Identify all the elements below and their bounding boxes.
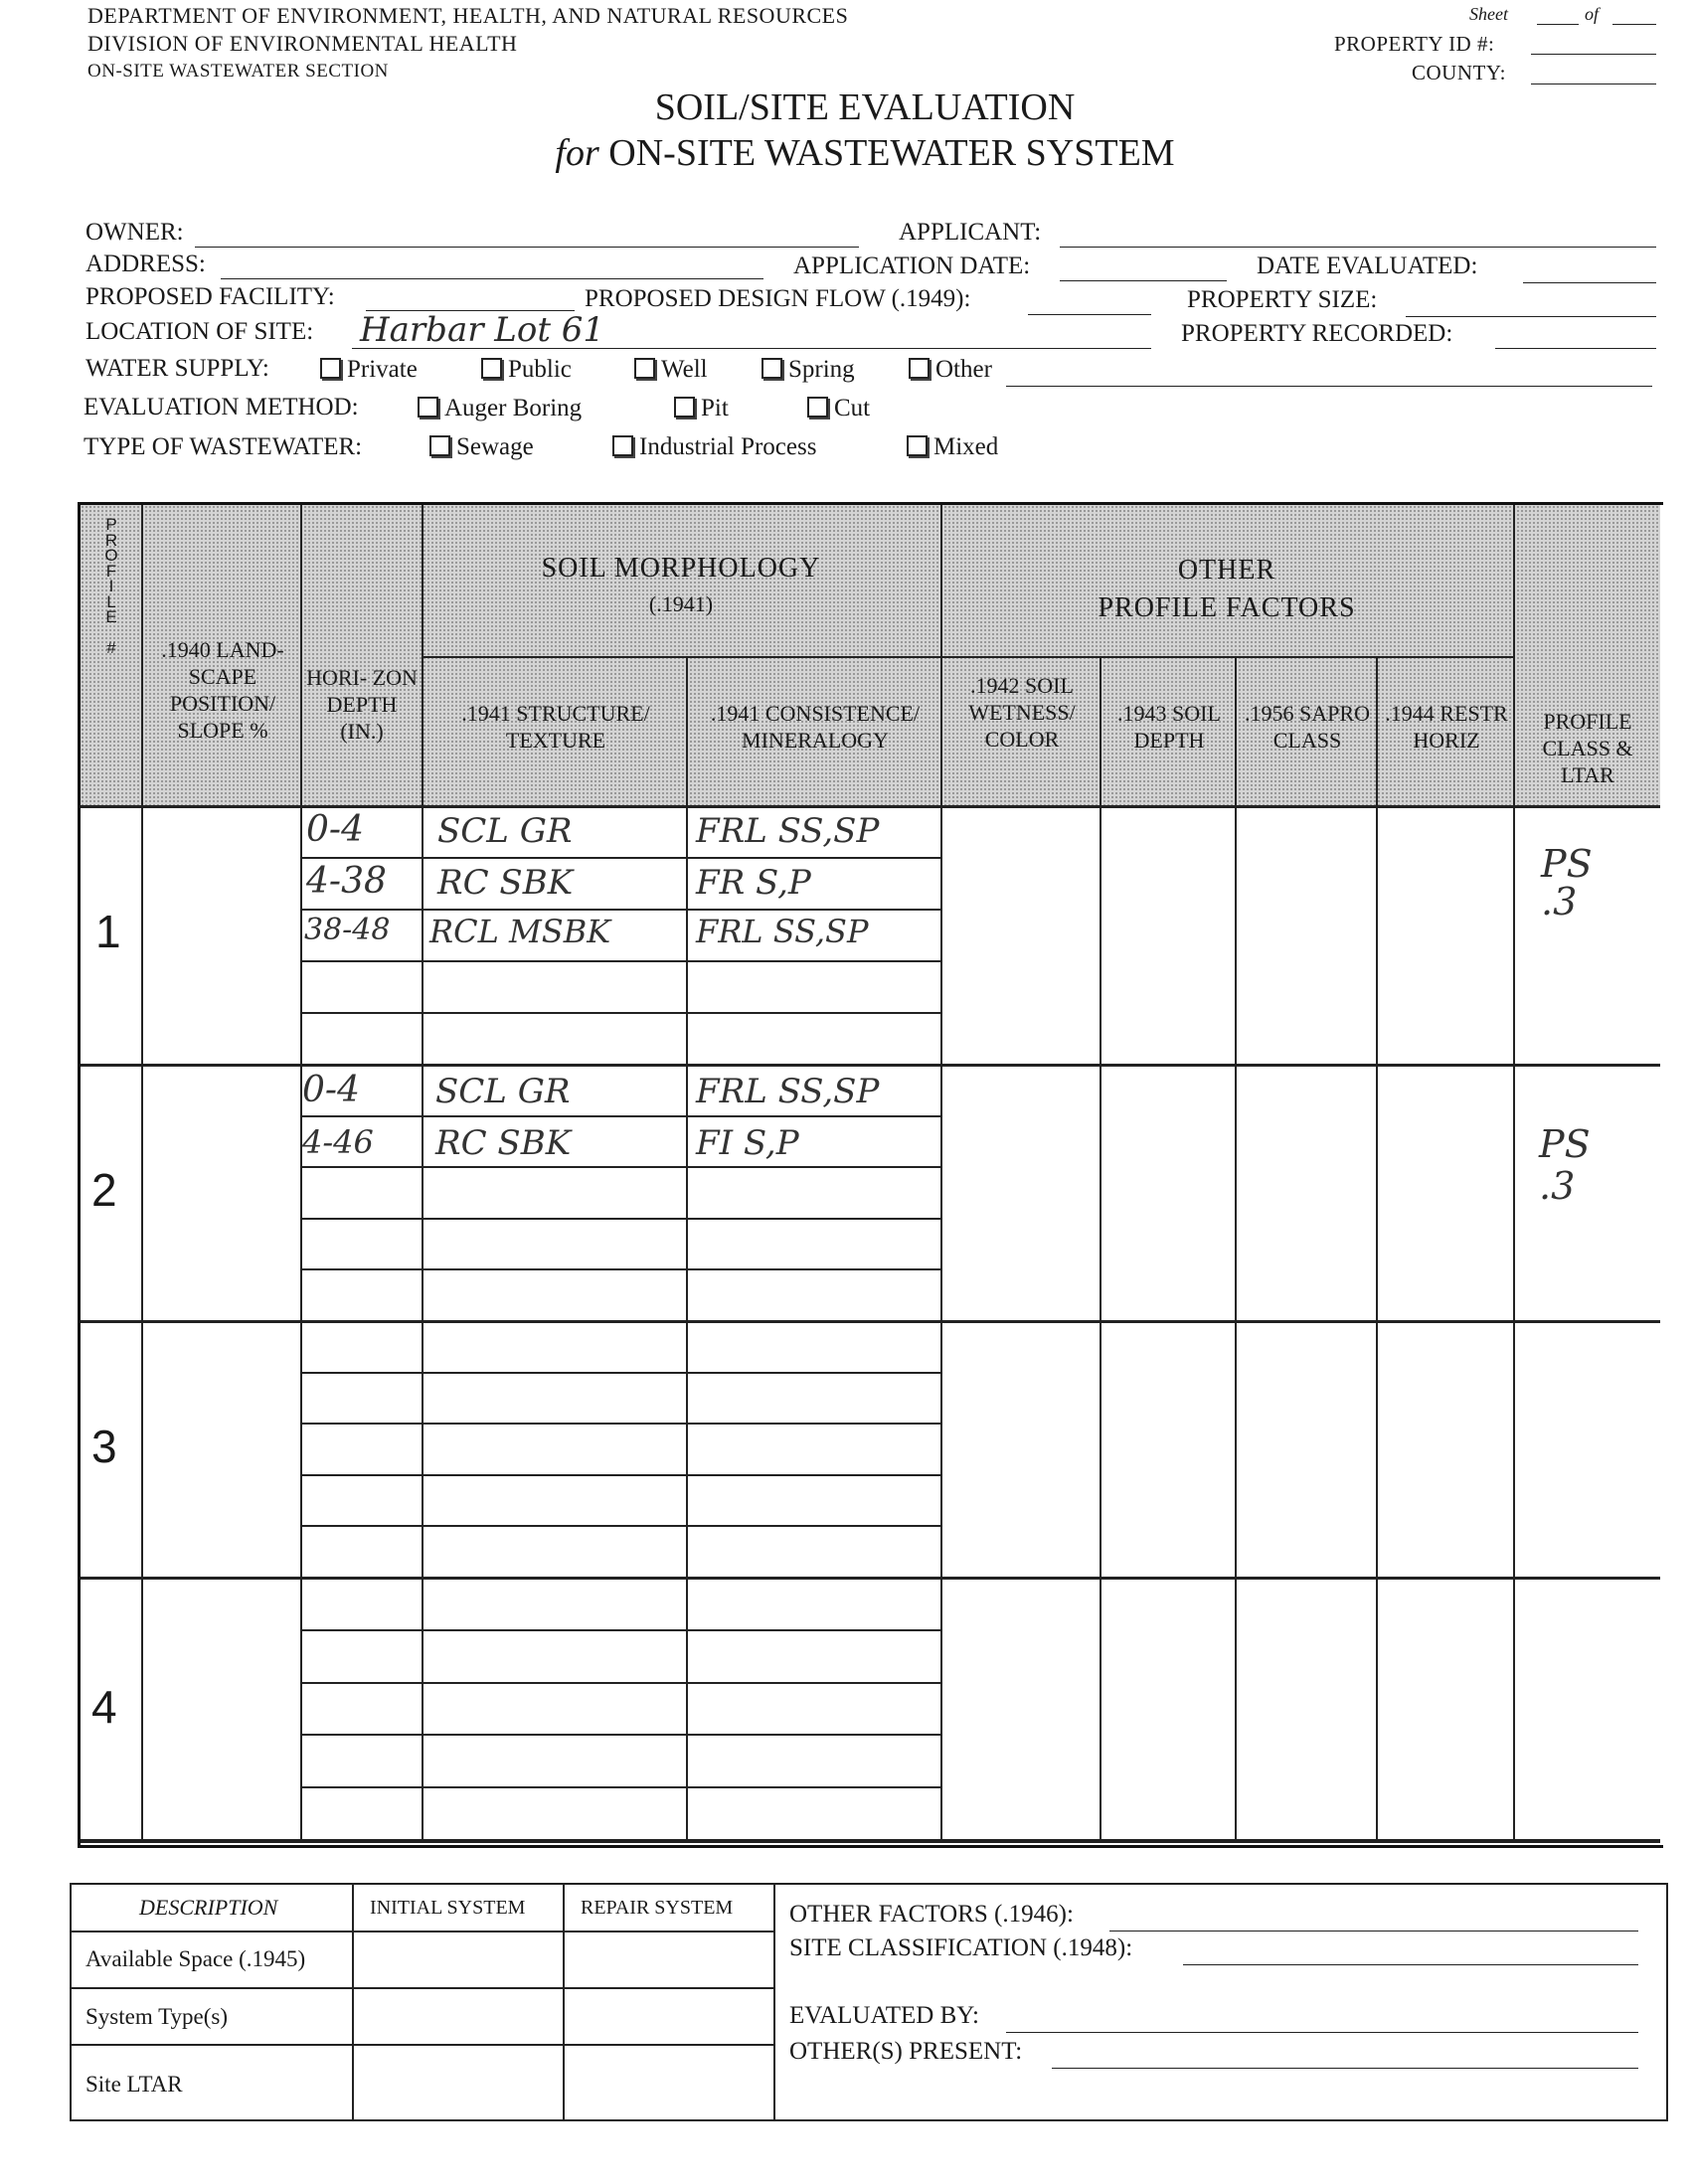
col-sep (422, 505, 424, 1842)
profile-number-1: 1 (95, 906, 121, 957)
other-factors-line[interactable] (1109, 1931, 1638, 1932)
checkbox-icon[interactable] (907, 435, 928, 456)
horizon-row-line (300, 1786, 940, 1788)
horizon-row-line (300, 1629, 940, 1631)
location-label: LOCATION OF SITE: (85, 318, 314, 345)
agency-section: ON-SITE WASTEWATER SECTION (87, 61, 389, 82)
summary-row-system-type: System Type(s) (85, 2004, 228, 2029)
summary-col-sep (773, 1883, 775, 2119)
horizon-row-line (300, 1166, 940, 1168)
form-title: SOIL/SITE EVALUATION (654, 86, 1076, 128)
horizon-row-line (300, 960, 940, 962)
other-factors-label: OTHER FACTORS (.1946): (789, 1901, 1074, 1928)
evaluated-by-line[interactable] (1006, 2032, 1638, 2033)
agency-department: DEPARTMENT OF ENVIRONMENT, HEALTH, AND NATURAL RESOURCES (87, 3, 849, 28)
p2-r2-structure[interactable]: RC SBK (435, 1123, 572, 1163)
property-id-line[interactable] (1531, 54, 1656, 55)
p2-r1-depth[interactable]: 0-4 (302, 1070, 360, 1110)
location-handwritten: Harbar Lot 61 (360, 310, 605, 350)
property-id-label: PROPERTY ID #: (1334, 32, 1495, 56)
horizon-row-line (300, 857, 940, 859)
horizon-row-line (300, 1682, 940, 1684)
applicant-label: APPLICANT: (899, 219, 1042, 246)
col-sapro: .1956 SAPRO CLASS (1245, 701, 1370, 753)
col-sep (1100, 656, 1101, 1842)
horizon-row-line (300, 1268, 940, 1270)
water-supply-private[interactable]: Private (320, 356, 418, 384)
sheet-label: Sheet (1469, 4, 1508, 24)
horizon-row-line (300, 1734, 940, 1736)
profile-number-3: 3 (91, 1421, 117, 1472)
applicant-line[interactable] (1060, 247, 1656, 248)
col-sep (686, 656, 688, 1842)
p1-r2-structure[interactable]: RC SBK (437, 863, 574, 903)
method-auger-boring[interactable]: Auger Boring (418, 395, 582, 422)
p1-r1-depth[interactable]: 0-4 (306, 809, 364, 850)
form-subtitle (368, 131, 1362, 175)
p1-r1-consistence[interactable]: FRL SS,SP (696, 811, 880, 851)
site-classification-label: SITE CLASSIFICATION (.1948): (789, 1934, 1133, 1961)
wastewater-sewage[interactable]: Sewage (429, 433, 534, 461)
profile-sep (81, 1320, 1660, 1323)
profile-sep (81, 1577, 1660, 1580)
summary-repair-header: REPAIR SYSTEM (581, 1897, 734, 1919)
date-evaluated-line[interactable] (1523, 282, 1656, 283)
soil-morphology-header: SOIL MORPHOLOGY (541, 553, 821, 584)
col-structure: .1941 STRUCTURE/ TEXTURE (461, 701, 650, 753)
p1-r3-consistence[interactable]: FRL SS,SP (696, 913, 869, 950)
checkbox-icon[interactable] (418, 397, 438, 418)
proposed-facility-label: PROPOSED FACILITY: (85, 283, 335, 310)
p1-r3-depth[interactable]: 38-48 (304, 913, 391, 947)
evaluation-method-label: EVALUATION METHOD: (84, 394, 359, 420)
col-sep (1235, 656, 1237, 1842)
checkbox-icon[interactable] (612, 435, 633, 456)
other-factors-header-1: OTHER (1177, 555, 1276, 586)
wastewater-type-label: TYPE OF WASTEWATER: (84, 433, 363, 460)
soil-morphology-code: (.1941) (648, 591, 714, 616)
header-bottom-line (81, 805, 1660, 808)
header-sub-line (422, 656, 1513, 658)
summary-col-sep (563, 1883, 565, 2119)
checkbox-icon[interactable] (320, 358, 341, 379)
col-restr: .1944 RESTR HORIZ (1385, 701, 1508, 753)
profile-number-4: 4 (91, 1681, 117, 1733)
p1-r3-structure[interactable]: RCL MSBK (429, 913, 611, 950)
col-depth: .1943 SOIL DEPTH (1117, 701, 1221, 753)
table-bottom (81, 1839, 1660, 1843)
col-landscape: .1940 LAND- SCAPE POSITION/ SLOPE % (161, 637, 284, 743)
of-label: of (1585, 4, 1600, 24)
col-sep (300, 505, 302, 1842)
property-size-line[interactable] (1406, 316, 1656, 317)
water-supply-other[interactable]: Other (909, 356, 992, 384)
p2-r1-structure[interactable]: SCL GR (435, 1072, 571, 1111)
profile-vertical-label: P R O F I L E # (104, 515, 118, 657)
method-cut[interactable]: Cut (807, 395, 870, 422)
checkbox-icon[interactable] (634, 358, 655, 379)
subtitle-prefix: for (555, 132, 599, 174)
p2-r2-depth[interactable]: 4-46 (302, 1123, 374, 1161)
method-pit[interactable]: Pit (674, 395, 729, 422)
checkbox-icon[interactable] (429, 435, 450, 456)
summary-row-sep (70, 1987, 773, 1989)
p2-r1-consistence[interactable]: FRL SS,SP (696, 1072, 880, 1111)
checkbox-icon[interactable] (674, 397, 695, 418)
summary-row-site-ltar: Site LTAR (85, 2072, 183, 2097)
agency-division: DIVISION OF ENVIRONMENTAL HEALTH (87, 31, 518, 56)
water-supply-other-line[interactable] (1006, 386, 1652, 387)
owner-label: OWNER: (85, 219, 184, 246)
water-supply-well[interactable]: Well (634, 356, 708, 384)
address-line[interactable] (221, 278, 763, 279)
others-present-line[interactable] (1052, 2068, 1638, 2069)
summary-row-sep (70, 2044, 773, 2046)
col-consistence: .1941 CONSISTENCE/ MINERALOGY (710, 701, 921, 753)
p2-r2-consistence[interactable]: FI S,P (696, 1123, 799, 1163)
p1-r2-depth[interactable]: 4-38 (306, 861, 387, 902)
county-label: COUNTY: (1412, 61, 1506, 84)
p1-r1-structure[interactable]: SCL GR (437, 811, 573, 851)
horizon-row-line (300, 1218, 940, 1220)
horizon-row-line (300, 1115, 940, 1117)
profile-sep (81, 1064, 1660, 1067)
sheet-line[interactable] (1537, 24, 1579, 25)
p1-r2-consistence[interactable]: FR S,P (696, 863, 811, 903)
others-present-label: OTHER(S) PRESENT: (789, 2038, 1023, 2065)
checkbox-icon[interactable] (481, 358, 502, 379)
horizon-row-line (300, 1525, 940, 1527)
horizon-row-line (300, 909, 940, 911)
subtitle-text: ON-SITE WASTEWATER SYSTEM (608, 132, 1175, 174)
wastewater-industrial[interactable]: Industrial Process (612, 433, 816, 461)
summary-col-sep (352, 1883, 354, 2119)
application-date-label: APPLICATION DATE: (793, 252, 1031, 279)
col-sep (1513, 505, 1515, 1842)
col-profile-class: PROFILE CLASS & LTAR (1542, 709, 1633, 787)
p2-profile-class[interactable]: PS .3 (1539, 1122, 1591, 1208)
col-horizon: HORI- ZON DEPTH (IN.) (306, 665, 418, 744)
summary-row-sep (70, 1931, 773, 1932)
water-supply-spring[interactable]: Spring (762, 356, 855, 384)
property-recorded-line[interactable] (1495, 348, 1656, 349)
address-label: ADDRESS: (85, 251, 206, 277)
water-supply-public[interactable]: Public (481, 356, 572, 384)
property-recorded-label: PROPERTY RECORDED: (1181, 320, 1453, 347)
p1-profile-class[interactable]: PS .3 (1541, 842, 1593, 924)
property-size-label: PROPERTY SIZE: (1187, 286, 1378, 313)
col-sep (1376, 656, 1378, 1842)
horizon-row-line (300, 1012, 940, 1014)
evaluated-by-label: EVALUATED BY: (789, 2002, 979, 2029)
of-line[interactable] (1612, 24, 1656, 25)
horizon-row-line (300, 1423, 940, 1425)
horizon-row-line (300, 1474, 940, 1476)
other-factors-header-2: PROFILE FACTORS (1098, 592, 1356, 623)
col-sep (940, 505, 942, 1842)
wastewater-mixed[interactable]: Mixed (907, 433, 998, 461)
profile-number-2: 2 (91, 1164, 117, 1216)
date-evaluated-label: DATE EVALUATED: (1257, 252, 1478, 279)
summary-initial-header: INITIAL SYSTEM (370, 1897, 526, 1919)
water-supply-label: WATER SUPPLY: (85, 355, 269, 382)
checkbox-icon[interactable] (807, 397, 828, 418)
checkbox-icon[interactable] (762, 358, 782, 379)
summary-row-available-space: Available Space (.1945) (85, 1946, 306, 1971)
summary-description-header: DESCRIPTION (139, 1895, 278, 1920)
horizon-row-line (300, 1372, 940, 1374)
checkbox-icon[interactable] (909, 358, 930, 379)
col-sep (141, 505, 143, 1842)
design-flow-label: PROPOSED DESIGN FLOW (.1949): (585, 285, 971, 312)
col-wetness: .1942 SOIL WETNESS/ COLOR (968, 673, 1076, 752)
application-date-line[interactable] (1060, 280, 1227, 281)
design-flow-line[interactable] (1028, 314, 1151, 315)
owner-line[interactable] (195, 247, 859, 248)
site-classification-line[interactable] (1183, 1964, 1638, 1965)
